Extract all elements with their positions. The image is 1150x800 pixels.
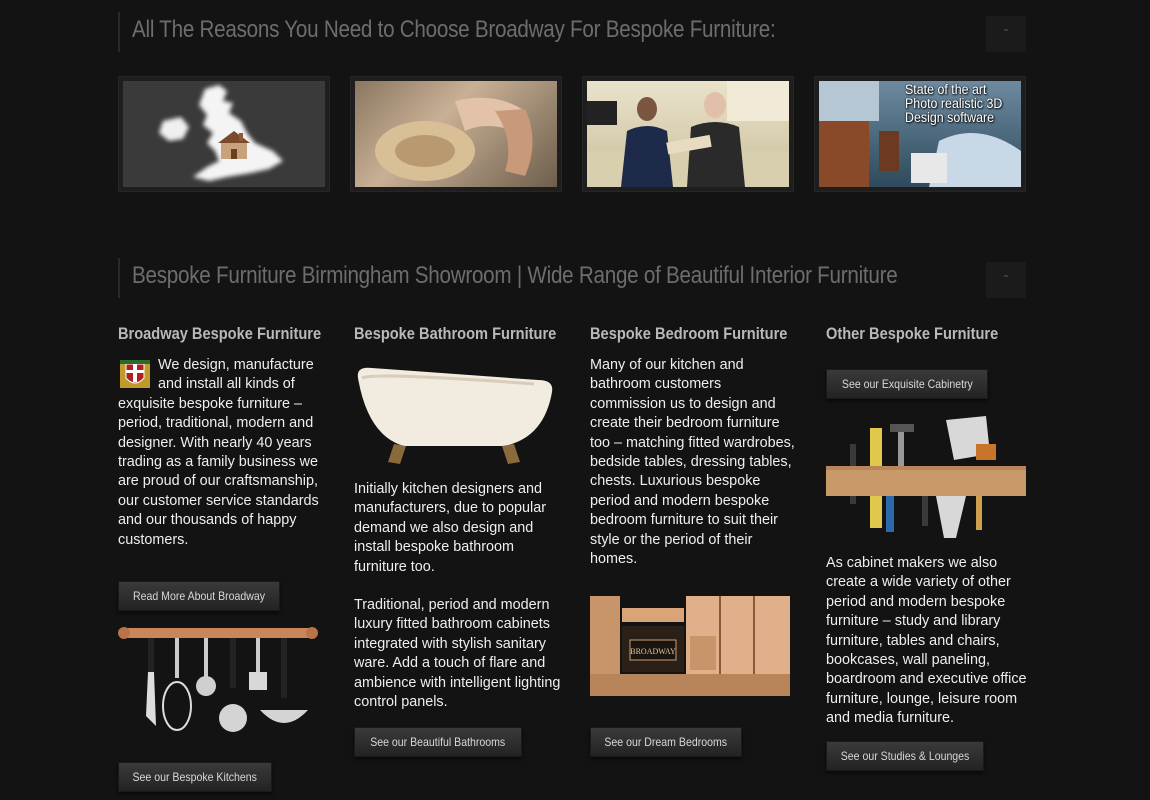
- column-text: We design, manufacture and install all kinds of exquisite bespoke furniture – period, traditional, modern and designer. With nearly 40 years trading as a family business we are proud of our craftsmanship, our customer service standards and our thousands of happy customers.: [118, 357, 319, 548]
- column-other-text: [826, 554, 1036, 729]
- thumb-wood-carving[interactable]: [350, 76, 562, 192]
- bespoke-kitchens-button[interactable]: See our Bespoke Kitchens: [118, 762, 272, 792]
- thumb-3d-design[interactable]: [814, 76, 1026, 192]
- column-text: Many of our kitchen and bathroom customers commission us to design and create their bedroom furniture too – matching fitted wardrobes, bedside tables, dressing tables, chests. Luxurious bespoke period and modern bespoke bedroom furniture to suit their style or the period of their homes.: [590, 357, 795, 568]
- dream-bedrooms-button[interactable]: See our Dream Bedrooms: [590, 727, 742, 757]
- chevron-up-icon: ˆ: [1003, 272, 1009, 288]
- section-title: Bespoke Furniture Birmingham Showroom | Wide Range of Beautiful Interior Furniture: [132, 262, 898, 289]
- design-overlay-text: State of the art Photo realistic 3D Design software: [905, 82, 1003, 125]
- column-bathroom: [354, 324, 564, 712]
- studies-lounges-button[interactable]: See our Studies & Lounges: [826, 741, 984, 771]
- 3d-design-image: [819, 81, 1021, 187]
- column-text: As cabinet makers we also create a wide variety of other period and modern bespoke furniture – study and library furniture, tables and chairs, bookcases, wall paneling, boardroom and executive office furniture, lounge, leisure room and media furniture.: [826, 555, 1027, 727]
- column-bedroom: [590, 324, 800, 569]
- exquisite-cabinetry-button[interactable]: See our Exquisite Cabinetry: [826, 369, 988, 399]
- tools-image: [826, 414, 1026, 540]
- crest-icon: [118, 358, 152, 390]
- section-title: All The Reasons You Need to Choose Broadway For Bespoke Furniture:: [132, 16, 776, 43]
- beautiful-bathrooms-button[interactable]: See our Beautiful Bathrooms: [354, 727, 522, 757]
- kitchen-utensils-image: [118, 626, 318, 736]
- bathtub-image: [354, 356, 554, 468]
- column-text-2: Traditional, period and modern luxury fitted bathroom cabinets integrated with stylish sanitary ware. Add a touch of flare and ambience with intelligent lighting control panels.: [354, 597, 561, 711]
- collapse-toggle[interactable]: [986, 16, 1026, 52]
- thumb-showroom-people[interactable]: [582, 76, 794, 192]
- chevron-up-icon: ˆ: [1003, 26, 1009, 42]
- column-broadway: [118, 324, 328, 550]
- column-heading: Bespoke Bedroom Furniture: [590, 324, 788, 343]
- column-heading: Other Bespoke Furniture: [826, 324, 999, 343]
- read-more-button[interactable]: Read More About Broadway: [118, 581, 280, 611]
- bedroom-furniture-image: [590, 592, 790, 700]
- column-heading: Bespoke Bathroom Furniture: [354, 324, 557, 343]
- collapse-toggle[interactable]: [986, 262, 1026, 298]
- column-other: [826, 324, 1036, 356]
- thumb-uk-map[interactable]: [118, 76, 330, 192]
- brand-text: BROADWAY: [630, 647, 676, 656]
- section-header-reasons: [118, 12, 1026, 52]
- column-text-1: Initially kitchen designers and manufacturers, due to popular demand we also design and install bespoke bathroom furniture too.: [354, 481, 546, 575]
- wood-carving-image: [355, 81, 557, 187]
- uk-map-image: [123, 81, 325, 187]
- column-heading: Broadway Bespoke Furniture: [118, 324, 322, 343]
- section-header-showroom: [118, 258, 1026, 298]
- showroom-people-image: [587, 81, 789, 187]
